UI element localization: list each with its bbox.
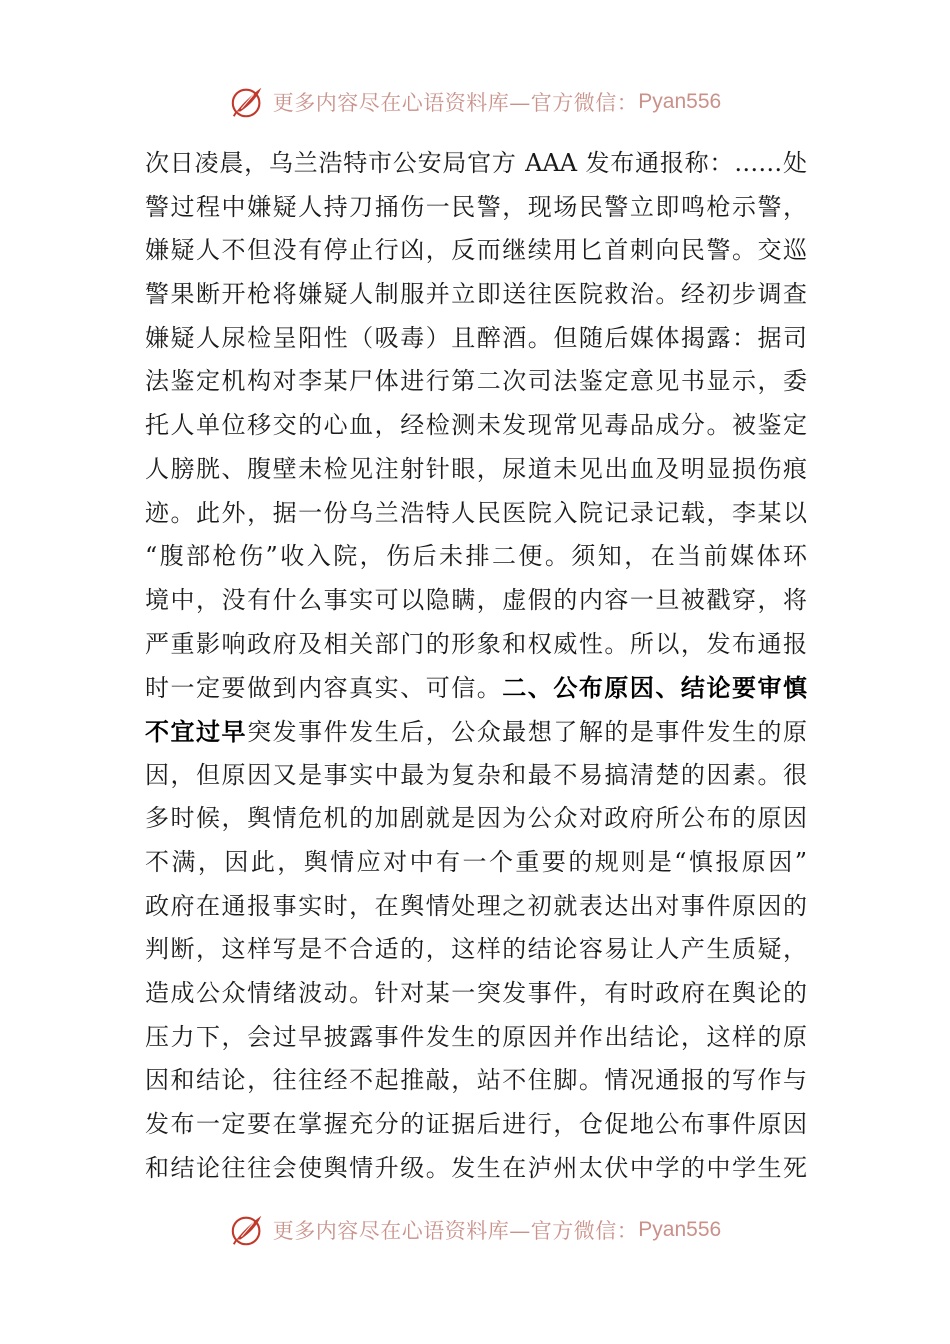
- footer-banner: [0, 1208, 950, 1252]
- text-line: [145, 229, 807, 273]
- body-text: 突发事件发生后，公众最想了解的是事件发生的原: [247, 717, 807, 746]
- text-line: [145, 1016, 807, 1060]
- text-line: [145, 360, 807, 404]
- body-text: 造成公众情绪波动。针对某一突发事件，有时政府在舆论的: [145, 979, 807, 1008]
- body-text: 严重影响政府及相关部门的形象和权威性。所以，发布通报: [145, 629, 807, 658]
- text-line: [145, 317, 807, 361]
- body-text: 发布一定要在掌握充分的证据后进行，仓促地公布事件原因: [145, 1110, 807, 1139]
- body-text: 不满，因此，舆情应对中有一个重要的规则是“慎报原因”: [145, 848, 807, 876]
- body-text: 警过程中嫌疑人持刀捅伤一民警，现场民警立即鸣枪示警，: [145, 192, 807, 221]
- body-text: 压力下，会过早披露事件发生的原因并作出结论，这样的原: [145, 1022, 807, 1051]
- quill-logo-icon: [229, 83, 267, 121]
- body-text: 迹。此外，据一份乌兰浩特人民医院入院记录记载，李某以: [145, 498, 807, 527]
- body-text: 政府在通报事实时，在舆情处理之初就表达出对事件原因的: [145, 891, 807, 920]
- text-line: [145, 142, 807, 186]
- banner-wechat-id: Pyan556: [638, 90, 722, 113]
- body-text: 人膀胱、腹壁未检见注射针眼，尿道未见出血及明显损伤痕: [145, 454, 807, 483]
- text-line: [145, 579, 807, 623]
- body-text: 判断，这样写是不合适的，这样的结论容易让人产生质疑，: [145, 935, 807, 964]
- body-text: 法鉴定机构对李某尸体进行第二次司法鉴定意见书显示，委: [145, 367, 807, 396]
- body-text: 多时候，舆情危机的加剧就是因为公众对政府所公布的原因: [145, 804, 807, 833]
- body-text: 嫌疑人尿检呈阳性（吸毒）且醉酒。但随后媒体揭露：据司: [145, 323, 807, 352]
- text-line: [145, 710, 807, 754]
- text-line: [145, 186, 807, 230]
- text-line: [145, 666, 807, 710]
- text-line: [145, 448, 807, 492]
- banner-wechat-id: Pyan556: [638, 1218, 722, 1241]
- text-line: [145, 273, 807, 317]
- text-line: [145, 1147, 807, 1191]
- text-line: [145, 928, 807, 972]
- quill-logo-icon: [229, 1211, 267, 1249]
- body-text: 次日凌晨，乌兰浩特市公安局官方 AAA 发布通报称：……处: [145, 149, 807, 177]
- text-line: [145, 797, 807, 841]
- body-text: “腹部枪伤”收入院，伤后未排二便。须知，在当前媒体环: [145, 542, 807, 571]
- header-banner: [0, 80, 950, 124]
- body-text: 警果断开枪将嫌疑人制服并立即送往医院救治。经初步调查: [145, 280, 807, 309]
- body-text: 境中，没有什么事实可以隐瞒，虚假的内容一旦被戳穿，将: [145, 585, 807, 614]
- body-text: 嫌疑人不但没有停止行凶，反而继续用匕首刺向民警。交巡: [145, 236, 807, 265]
- body-text: 因，但原因又是事实中最为复杂和最不易搞清楚的因素。很: [145, 760, 807, 789]
- text-line: [145, 1059, 807, 1103]
- banner-text: 更多内容尽在心语资料库—官方微信：: [272, 91, 639, 115]
- text-line: [145, 972, 807, 1016]
- body-text: 时一定要做到内容真实、可信。: [145, 674, 503, 703]
- text-line: [145, 841, 807, 885]
- text-line: [145, 535, 807, 579]
- document-body: [145, 142, 807, 1191]
- text-line: [145, 1103, 807, 1147]
- body-text: 因和结论，往往经不起推敲，站不住脚。情况通报的写作与: [145, 1066, 807, 1095]
- body-text: 托人单位移交的心血，经检测未发现常见毒品成分。被鉴定: [145, 411, 807, 440]
- bold-heading-text: 不宜过早: [145, 716, 248, 746]
- text-line: [145, 404, 807, 448]
- banner-text: 更多内容尽在心语资料库—官方微信：: [272, 1219, 639, 1243]
- text-line: [145, 623, 807, 667]
- text-line: [145, 492, 807, 536]
- text-line: [145, 885, 807, 929]
- body-text: 和结论往往会使舆情升级。发生在泸州太伏中学的中学生死: [145, 1153, 807, 1182]
- text-line: [145, 754, 807, 798]
- bold-heading-text: 二、公布原因、结论要审慎: [502, 673, 807, 703]
